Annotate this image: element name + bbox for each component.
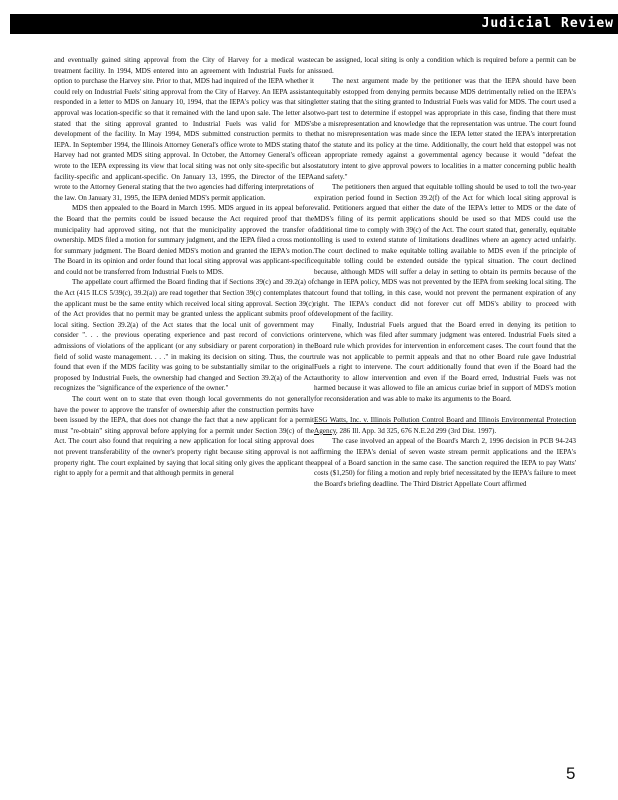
paragraph: The appellate court affirmed the Board finding that if Sections 39(c) and 39.2(a) of the Act (415 ILCS 5/39(c), 39.2(a)) are read together that Section 39(c) contemplates that the applicant must be the same entity which received local siting approval. Section 39(c) of the Act provides that no permit may be granted unless the applicant submits proof of local siting. Section 39.2(a) of the Act states that the local unit of government may consider ". . . the previous operating experience and past record of convictions or admissions of violations of the applicant (or any subsidiary or parent corporation) in the field of solid waste management. . . ." in making its decision on siting. Thus, the court found that even if the MDS facility was going to be substantially similar to the original proposed by Industrial Fuels, the ownership had changed and Section 39.2(a) of the Act recognizes the "significance of the experience of the owner." <box>54 278 314 393</box>
left-column <box>54 55 314 479</box>
page-number: 5 <box>566 764 576 783</box>
paragraph: The next argument made by the petitioner was that the IEPA should have been equitably estopped from denying permits because MDS detrimentally relied on the IEPA's letter stating that the siting granted to Industrial Fuels was valid for MDS. The court used a two-part test to determine if estoppel was appropriate in this case, finding that there must be a misrepresentation and knowledge that the representation was untrue. The court found that no misrepresentation was made since the IEPA letter stated the IEPA's interpretation of the statute and its policy at the time. Additionally, the court held that estoppel was not an appropriate remedy against a governmental agency because it would "defeat the statutory intent to give approval powers to localities in a matter concerning public health and safety." <box>314 77 576 181</box>
header-bar <box>10 14 618 34</box>
paragraph: and eventually gained siting approval from the City of Harvey for a medical waste treatment facility. In 1994, MDS entered into an agreement with Industrial Fuels for an option to purchase the Harvey site. Prior to that, MDS had inquired of the IEPA whether it could rely on Industrial Fuels' siting approval from the City of Harvey. An IEPA assistant responded in a letter to MDS on January 10, 1994, that the IEPA's policy was that siting approval was location-specific so that it remained with the land upon sale. The letter also stated that the siting approval granted to Industrial Fuels was valid for MDS's development of the facility. In May 1994, MDS submitted construction permits to the IEPA. In September 1994, the Illinois Attorney General's office wrote to MDS stating that Harvey had not granted MDS siting approval. In October, the Attorney General's office wrote to the IEPA expressing its view that local siting was not only site-specific but also facility-specific and applicant-specific. On January 13, 1995, the Director of the IEPA wrote to the Attorney General stating that the two agencies had differing interpretations of the law. On January 31, 1995, the IEPA denied MDS's permit application. <box>54 56 314 202</box>
paragraph: The court went on to state that even though local governments do not generally have the power to approve the transfer of ownership after the construction permits have been issued by the IEPA, that does not change the fact that a new applicant for a permit must "re-obtain" siting approval before applying for a permit under Section 39(c) of the Act. The court also found that requiring a new application for local siting approval does not prevent transferability of the owner's property right because siting approval is not a property right. The court explained by saying that local siting only gives the applicant the right to apply for a permit and that although permits in general <box>54 395 314 478</box>
paragraph: The petitioners then argued that equitable tolling should be used to toll the two-year expiration period found in Section 39.2(f) of the Act for which local siting approval is valid. Petitioners argued that either the date of the IEPA's letter to MDS or the date of MDS's filing of its permit applications should be used so that MDS could use the additional time to comply with 39(c) of the Act. The court stated that, generally, equitable tolling is used to extend statute of limitations deadlines where an agency acted unfairly. The court declined to make equitable tolling available to MDS even if the principle of equitable tolling could be extended outside the typical situation. The court declined because, although MDS will suffer a delay in setting to obtain its permits because of the change in IEPA policy, MDS was not prevented by the IEPA from seeking local siting. The court found that tolling, in this case, would not prevent the permanent expiration of any right. The IEPA's conduct did not forever cut off MDS's ability to proceed with development of the facility. <box>314 183 576 319</box>
paragraph: The case involved an appeal of the Board's March 2, 1996 decision in PCB 94-243 affirming the IEPA's denial of seven waste stream permit applications and the IEPA's appeal of a Board sanction in the same case. The sanction required the IEPA to pay Watts' costs ($1,250) for filing a motion and reply brief necessitated by the IEPA's failure to meet the Board's briefing deadline. The Third District Appellate Court affirmed <box>314 437 576 488</box>
paragraph: can be assigned, local siting is only a condition which is required before a permit can be issued. <box>314 56 576 75</box>
case-cite-rest: , 286 Ill. App. 3d 325, 676 N.E.2d 299 (3rd Dist. 1997). <box>335 426 497 435</box>
paragraph: Finally, Industrial Fuels argued that the Board erred in denying its petition to intervene, which was filed after summary judgment was entered. Industrial Fuels sited a Board rule which provides for intervention in enforcement cases. The court found that the rule was not applicable to permit appeals and that no other Board rule gave Industrial Fuels a right to intervene. The court additionally found that even if the Board had the authority to allow intervention and even if the Board erred, Industrial Fuels was not harmed because it was allowed to file an amicus curiae brief in support of MDS's motion for reconsideration and was able to make its arguments to the Board. <box>314 320 576 403</box>
right-column <box>314 55 576 489</box>
case-citation: ESG Watts, Inc. v. Illinois Pollution Control Board and Illinois Environmental Protection Agency <box>314 416 576 435</box>
newsletter-title: Judicial Review <box>481 16 614 31</box>
case-citation-line <box>314 415 576 436</box>
paragraph: MDS then appealed to the Board in March 1995. MDS argued in its appeal before the Board that the permits could be issued because the Act required proof that the municipality had approved siting, not that the municipality approved the transfer of ownership. MDS filed a motion for summary judgment, and the IEPA filed a cross motion for summary judgment. The Board denied MDS's motion and granted the IEPA's motion. The Board in its opinion and order found that local siting approval was applicant-specific and could not be transferred from Industrial Fuels to MDS. <box>54 204 314 276</box>
